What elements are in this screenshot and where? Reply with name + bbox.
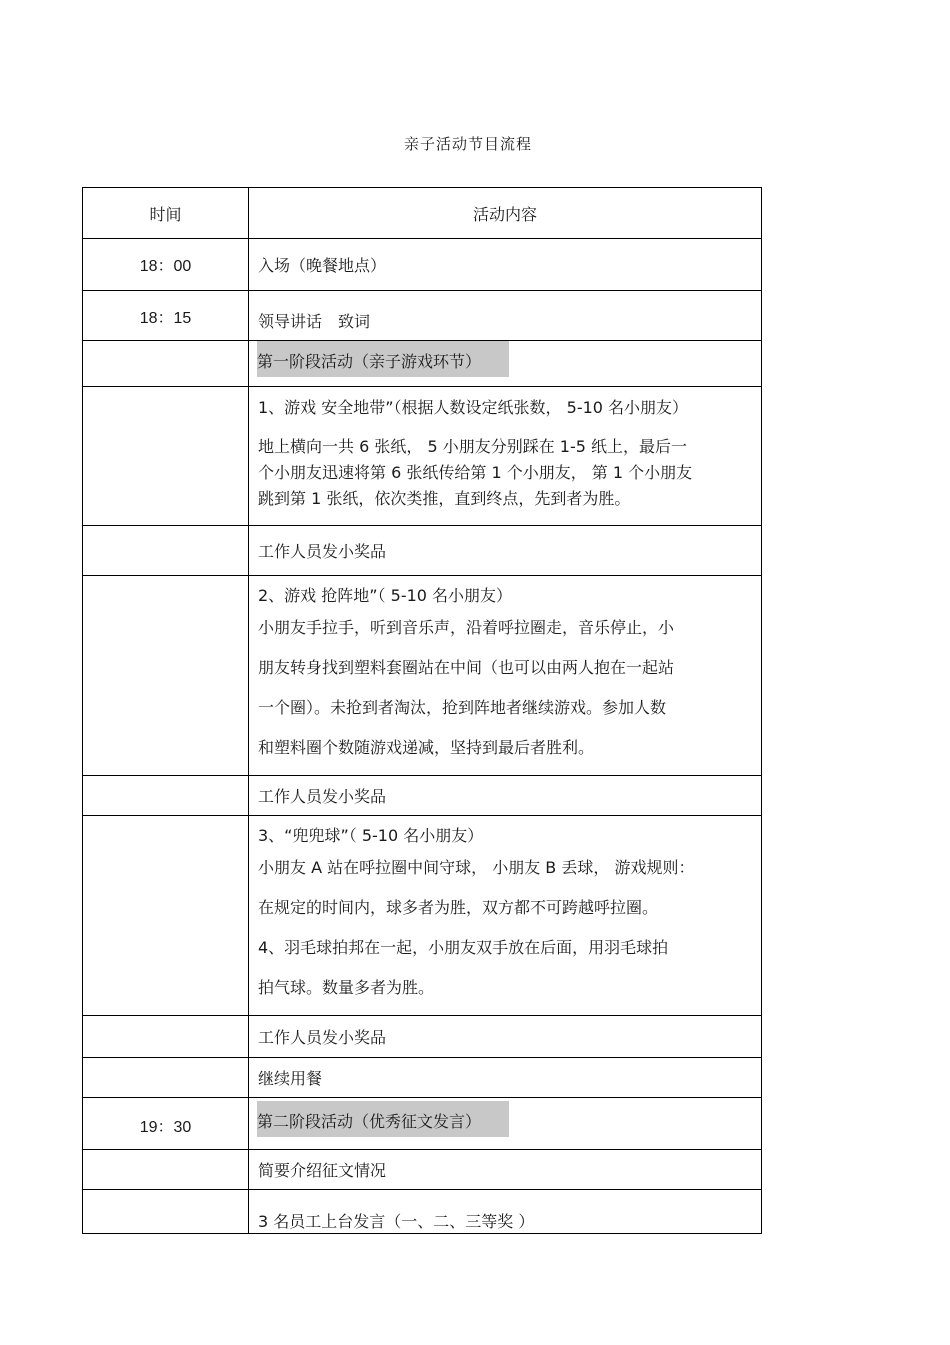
table-row — [83, 1058, 762, 1098]
time-cell — [83, 576, 249, 776]
time-cell — [83, 1058, 249, 1098]
time-cell — [83, 526, 249, 576]
section-heading-highlight: 第二阶段活动（优秀征文发言） — [257, 1101, 509, 1137]
table-row — [83, 576, 762, 776]
schedule-table — [82, 187, 762, 1234]
time-cell: 18：00 — [83, 239, 249, 291]
content-cell — [249, 387, 762, 526]
time-cell — [83, 1016, 249, 1058]
content-cell: 工作人员发小奖品 — [249, 1016, 762, 1058]
game-4-line: 拍气球。数量多者为胜。 — [258, 978, 435, 997]
content-text: 3 名员工上台发言（一、二、三等奖 ） — [258, 1212, 535, 1231]
time-cell — [83, 341, 249, 387]
time-cell — [83, 816, 249, 1016]
content-cell: 继续用餐 — [249, 1058, 762, 1098]
content-cell — [249, 1190, 762, 1234]
time-cell — [83, 1150, 249, 1190]
content-cell: 入场（晚餐地点） — [249, 239, 762, 291]
description-line: 和塑料圈个数随游戏递减，坚持到最后者胜利。 — [258, 738, 595, 757]
content-cell: 工作人员发小奖品 — [249, 526, 762, 576]
content-cell: 简要介绍征文情况 — [249, 1150, 762, 1190]
description-line: 朋友转身找到塑料套圈站在中间（也可以由两人抱在一起站 — [258, 658, 675, 677]
game-4-line: 4、羽毛球拍邦在一起，小朋友双手放在后面，用羽毛球拍 — [258, 938, 669, 957]
content-cell: 工作人员发小奖品 — [249, 776, 762, 816]
table-row — [83, 239, 762, 291]
content-text: 领导讲话 致词 — [258, 312, 371, 331]
content-cell — [249, 816, 762, 1016]
game-1-description — [258, 434, 753, 512]
table-row — [83, 1016, 762, 1058]
table-row — [83, 1150, 762, 1190]
content-cell — [249, 291, 762, 341]
time-cell — [83, 776, 249, 816]
game-1-title: 1、游戏 安全地带”（根据人数设定纸张数， 5-10 名小朋友） — [258, 398, 689, 417]
description-line: 跳到第 1 张纸，依次类推，直到终点，先到者为胜。 — [258, 489, 631, 508]
time-cell — [83, 1098, 249, 1150]
time-cell — [83, 387, 249, 526]
table-row — [83, 387, 762, 526]
content-cell — [249, 1098, 762, 1150]
section-heading-highlight: 第一阶段活动（亲子游戏环节） — [257, 341, 509, 377]
time-value: 19：30 — [139, 1119, 192, 1136]
game-2-description — [258, 608, 753, 768]
content-cell — [249, 576, 762, 776]
table-row — [83, 341, 762, 387]
document-title: 亲子活动节目流程 — [403, 135, 532, 153]
description-line: 地上横向一共 6 张纸， 5 小朋友分别踩在 1-5 纸上，最后一 — [258, 437, 688, 456]
description-line: 小朋友 A 站在呼拉圈中间守球， 小朋友 B 丢球， 游戏规则： — [258, 858, 695, 877]
table-row — [83, 526, 762, 576]
description-line: 一个圈）。未抢到者淘汰，抢到阵地者继续游戏。参加人数 — [258, 698, 667, 717]
game-3-title: 3、“兜兜球”（ 5-10 名小朋友） — [258, 826, 484, 845]
description-line: 个小朋友迅速将第 6 张纸传给第 1 个小朋友， 第 1 个小朋友 — [258, 463, 693, 482]
description-line: 小朋友手拉手，听到音乐声，沿着呼拉圈走，音乐停止，小 — [258, 618, 675, 637]
table-row — [83, 816, 762, 1016]
game-2-title: 2、游戏 抢阵地”（ 5-10 名小朋友） — [258, 586, 513, 605]
time-cell — [83, 1190, 249, 1234]
table-row — [83, 1098, 762, 1150]
header-time: 时间 — [83, 188, 249, 239]
time-cell — [83, 291, 249, 341]
description-line: 在规定的时间内，球多者为胜，双方都不可跨越呼拉圈。 — [258, 898, 659, 917]
content-cell — [249, 341, 762, 387]
table-row — [83, 776, 762, 816]
time-value: 18：15 — [139, 310, 192, 327]
table-header-row — [83, 188, 762, 239]
table-row — [83, 291, 762, 341]
game-3-description — [258, 848, 753, 1008]
table-row — [83, 1190, 762, 1234]
header-content: 活动内容 — [249, 188, 762, 239]
